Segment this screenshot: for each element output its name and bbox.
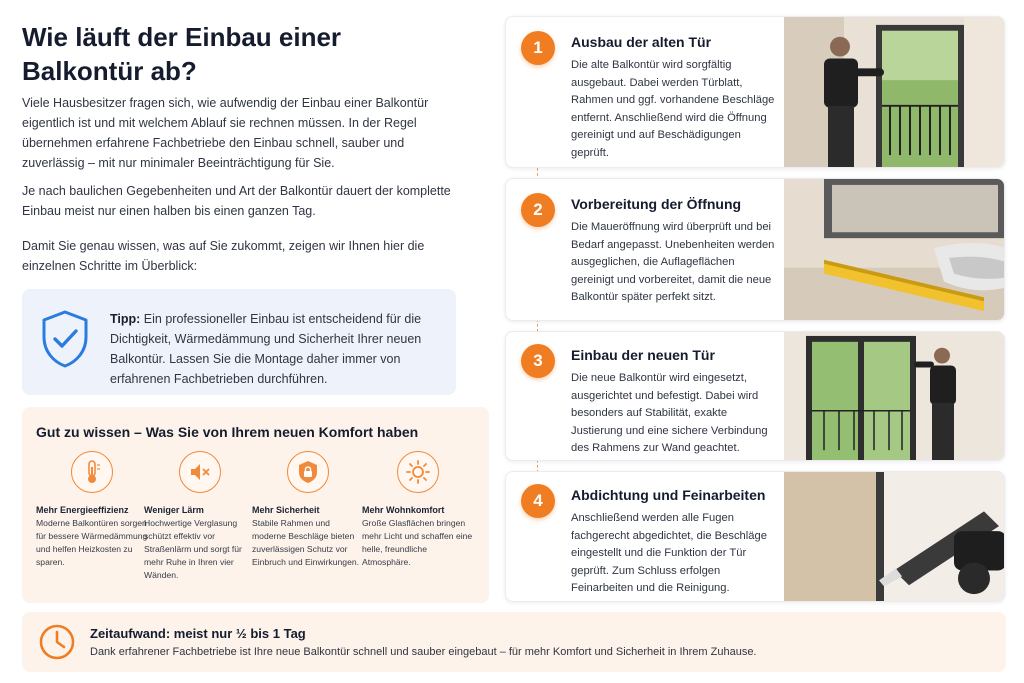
- tip-label: Tipp:: [110, 312, 141, 326]
- tip-body: Ein professioneller Einbau ist entscheidend für die Dichtigkeit, Wärmedämmung und Sicherheit Ihrer neuen Balkontür. Lassen Sie die Montage daher immer von erfahrenen Fachbetrieben durchführen.: [110, 312, 422, 386]
- step-number: 4: [521, 484, 555, 518]
- feature-title: Mehr Wohnkomfort: [362, 505, 445, 515]
- time-title: Zeitaufwand: meist nur ½ bis 1 Tag: [90, 626, 306, 641]
- step-desc: Die alte Balkontür wird sorgfältig ausgebaut. Dabei werden Türblatt, Rahmen und ggf. vorhandene Beschläge entfernt. Anschließend wird die Öffnung gereinigt und auf Beschädigungen geprüft.: [571, 59, 775, 159]
- step-photo-sealing: [784, 472, 1005, 601]
- feature-title: Mehr Sicherheit: [252, 505, 320, 515]
- time-desc: Dank erfahrener Fachbetriebe ist Ihre neue Balkontür schnell und sauber eingebaut – für mehr Komfort und Sicherheit in Ihrem Zuhause.: [90, 646, 757, 658]
- step-title: Abdichtung und Feinarbeiten: [571, 487, 766, 503]
- tip-text: [110, 309, 440, 389]
- step-desc: Die Maueröffnung wird überprüft und bei Bedarf angepasst. Unebenheiten werden ausgeglichen, die Auflageflächen gereinigt und vorbereitet, damit die neue Balkontür später perfekt sitzt.: [571, 221, 775, 303]
- step-card-3: [505, 331, 1005, 461]
- feature-security: [252, 451, 364, 569]
- speaker-mute-icon: [179, 451, 221, 493]
- step-title: Ausbau der alten Tür: [571, 34, 712, 50]
- clock-icon: [38, 623, 76, 661]
- step-card-2: [505, 178, 1005, 321]
- time-box: [22, 612, 1006, 672]
- page-title: Wie läuft der Einbau einer Balkontür ab?: [22, 22, 342, 86]
- step-title: Vorbereitung der Öffnung: [571, 196, 742, 212]
- feature-desc: Große Glasflächen bringen mehr Licht und schaffen eine helle, freundliche Atmosphäre.: [362, 518, 473, 567]
- feature-energy: [36, 451, 148, 569]
- step-desc: Die neue Balkontür wird eingesetzt, ausgerichtet und befestigt. Dabei wird besonders auf Stabilität, exakte Justierung und eine sichere Verbindung des Rahmens zur Wand geachtet.: [571, 372, 768, 454]
- feature-title: Mehr Energieeffizienz: [36, 505, 129, 515]
- step-title: Einbau der neuen Tür: [571, 347, 715, 363]
- step-photo-removal: [784, 17, 1005, 167]
- step-desc: Anschließend werden alle Fugen fachgerecht abgedichtet, die Beschläge eingestellt und die Funktion der Tür geprüft. Zum Schluss erfolgen Feinarbeiten und die Reinigung.: [571, 512, 767, 594]
- shield-lock-icon: [287, 451, 329, 493]
- step-card-1: [505, 16, 1005, 168]
- step-number: 2: [521, 193, 555, 227]
- step-photo-installation: [784, 332, 1005, 460]
- thermometer-icon: [71, 451, 113, 493]
- feature-noise: [144, 451, 256, 582]
- feature-desc: Moderne Balkontüren sorgen für bessere Wärmedämmung und helfen Heizkosten zu sparen.: [36, 518, 148, 567]
- step-number: 3: [521, 344, 555, 378]
- intro-paragraph: Je nach baulichen Gegebenheiten und Art der Balkontür dauert der komplette Einbau meist nur einen halben bis einen ganzen Tag.: [22, 184, 451, 218]
- feature-desc: Stabile Rahmen und moderne Beschläge bieten zuverlässigen Schutz vor Einbruch und Einwirkungen.: [252, 518, 360, 567]
- good-to-know-heading: Gut zu wissen – Was Sie von Ihrem neuen Komfort haben: [36, 424, 419, 440]
- sun-icon: [397, 451, 439, 493]
- step-number: 1: [521, 31, 555, 65]
- shield-check-icon: [40, 309, 90, 369]
- feature-comfort: [362, 451, 474, 569]
- feature-desc: Hochwertige Verglasung schützt effektiv vor Straßenlärm und sorgt für mehr Ruhe in Ihren vier Wänden.: [144, 518, 242, 580]
- tip-box: [22, 289, 456, 395]
- good-to-know-box: [22, 407, 489, 603]
- step-photo-preparation: [784, 179, 1005, 320]
- intro-paragraph: Viele Hausbesitzer fragen sich, wie aufwendig der Einbau einer Balkontür eigentlich ist und mit welchem Ablauf sie rechnen müssen. In der Regel übernehmen erfahrene Fachbetriebe den Einbau schnell, sauber und zuverlässig – mit nur minimaler Beeinträchtigung für Sie.: [22, 96, 429, 170]
- feature-title: Weniger Lärm: [144, 505, 204, 515]
- intro-paragraph: Damit Sie genau wissen, was auf Sie zukommt, zeigen wir Ihnen hier die einzelnen Schritte im Überblick:: [22, 239, 425, 273]
- step-card-4: [505, 471, 1005, 602]
